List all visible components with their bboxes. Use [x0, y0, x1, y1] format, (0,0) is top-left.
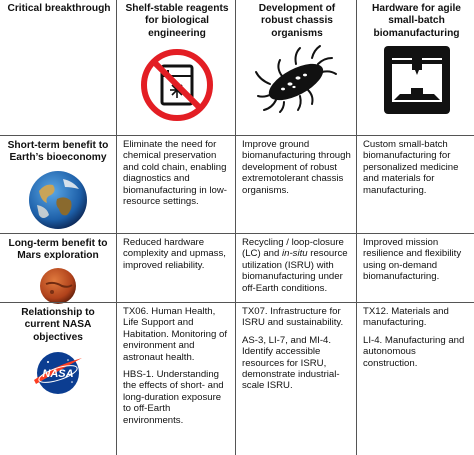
nasa-logo-icon	[32, 350, 84, 396]
earth-icon	[27, 169, 89, 231]
header-shelf-stable-reagents: Shelf-stable reagents for biological engineering	[116, 0, 235, 135]
cell-hardware-mars: Improved mission resilience and flexibility using on-demand biomanufacturing.	[356, 233, 474, 302]
bacterium-icon	[252, 44, 342, 114]
header-critical-breakthrough: Critical breakthrough	[7, 3, 111, 14]
row-header-earth-bioeconomy: Short-term benefit to Earth’s bioeconomy	[0, 135, 116, 233]
cell-hardware-nasa: TX12. Materials and manufacturing. LI-4. Manufacturing and autonomous construction.	[356, 302, 474, 455]
header-hardware-biomanufacturing: Hardware for agile small-batch biomanufacturing	[356, 0, 474, 135]
mars-icon	[38, 266, 78, 306]
cell-chassis-mars: Recycling / loop-closure (LC) and in-situ resource utilization (ISRU) with biomanufacturing under off-Earth conditions.	[235, 233, 356, 302]
cell-chassis-earth: Improve ground biomanufacturing through development of robust extremotolerant chassis organisms.	[235, 135, 356, 233]
cell-hardware-earth: Custom small-batch biomanufacturing for personalized medicine and materials for manufacturing.	[356, 135, 474, 233]
cell-chassis-nasa: TX07. Infrastructure for ISRU and sustainability. AS-3, LI-7, and MI-4. Identify accessible resources for ISRU, demonstrate industrial-scale ISRU.	[235, 302, 356, 455]
3d-printer-icon	[378, 44, 456, 116]
header-chassis-organisms: Development of robust chassis organisms	[235, 0, 356, 135]
row-header-mars-exploration: Long-term benefit to Mars exploration	[0, 233, 116, 302]
cell-reagents-nasa: TX06. Human Health, Life Support and Habitation. Monitoring of environment and astronaut health. HBS-1. Understanding the effects of short- and long-duration exposure to off-Earth environments.	[116, 302, 235, 455]
cell-reagents-earth: Eliminate the need for chemical preservation and cold chain, enabling diagnostics and biomanufacturing in low-resource settings.	[116, 135, 235, 233]
row-header-nasa-objectives: Relationship to current NASA objectives NASA	[0, 302, 116, 455]
cell-reagents-mars: Reduced hardware complexity and upmass, improved reliability.	[116, 233, 235, 302]
nasa-logo-text: NASA	[42, 368, 74, 381]
no-freezer-icon	[138, 46, 216, 124]
